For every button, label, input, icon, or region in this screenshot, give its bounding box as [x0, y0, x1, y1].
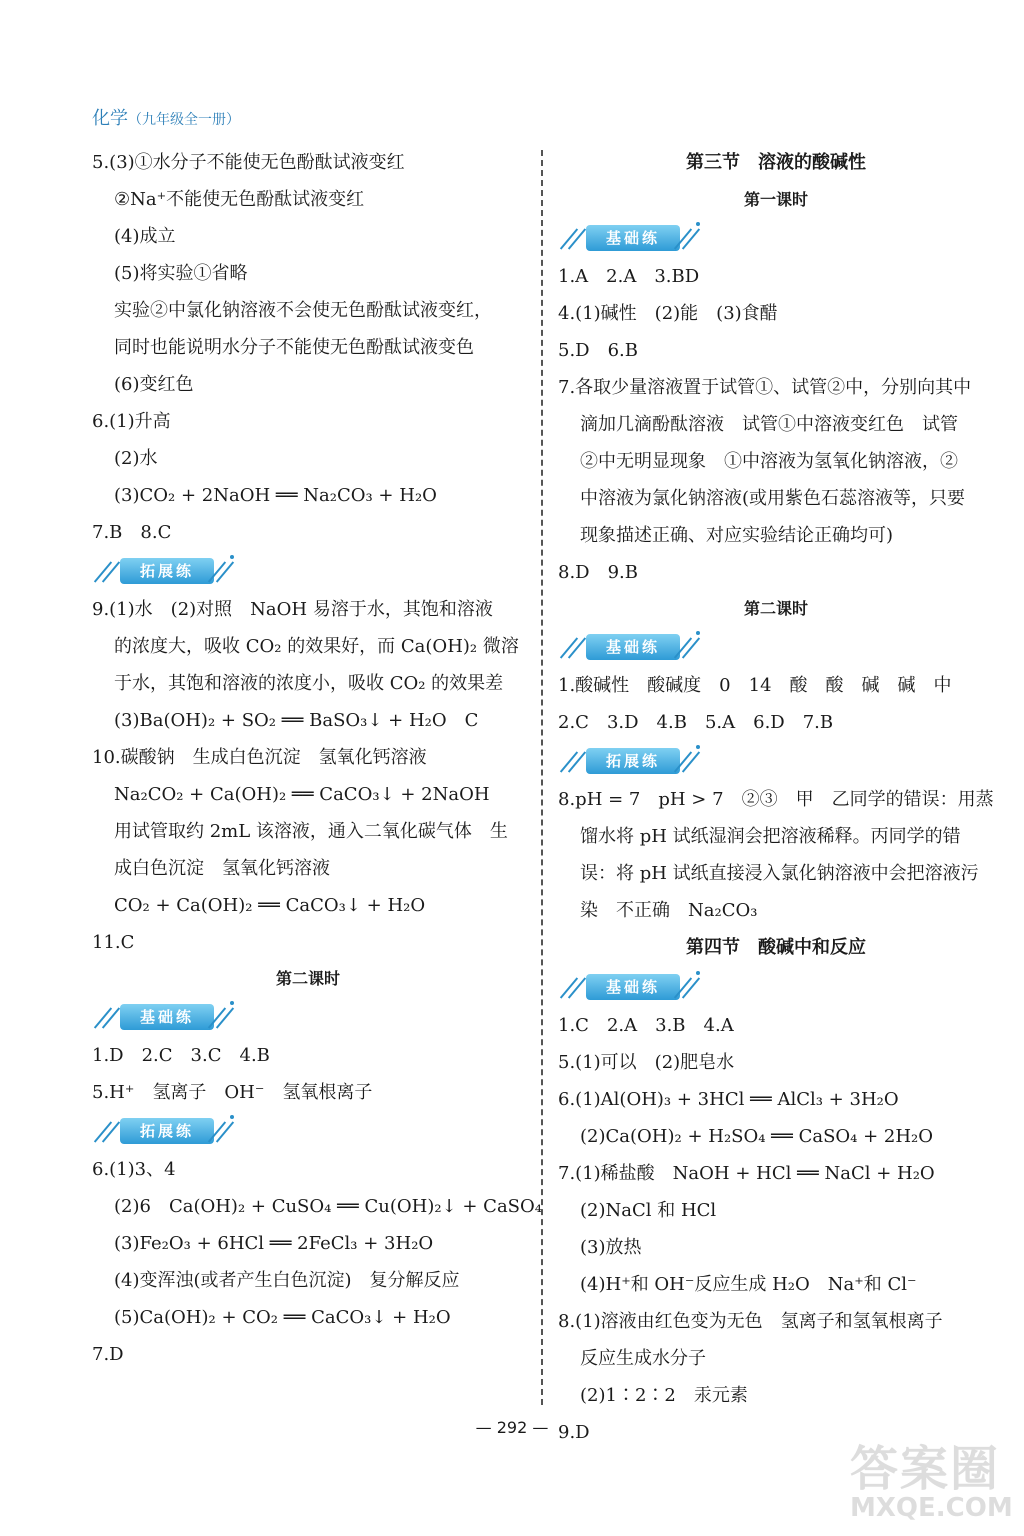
lesson-subtitle: 第一课时 — [743, 190, 808, 209]
answer-line: (3)Fe₂O₃ + 6HCl ══ 2FeCl₃ + 3H₂O — [114, 1233, 434, 1254]
banner-decoration — [682, 977, 700, 998]
answer-line: ②Na⁺不能使无色酚酞试液变红 — [114, 189, 365, 210]
answer-line: Na₂CO₂ + Ca(OH)₂ ══ CaCO₃↓ + 2NaOH — [114, 784, 490, 805]
answer-line: 6.(1)3、4 — [92, 1159, 176, 1180]
section-banner — [558, 967, 994, 1007]
answer-line: 的浓度大，吸收 CO₂ 的效果好，而 Ca(OH)₂ 微溶 — [114, 636, 519, 657]
banner-label: 基础练 — [120, 1004, 214, 1030]
banner-decoration — [682, 228, 700, 249]
banner-decoration — [102, 1007, 120, 1028]
banner-decoration — [216, 561, 234, 582]
banner-decoration — [696, 971, 700, 975]
answer-line: 5.(1)可以 (2)肥皂水 — [558, 1052, 735, 1073]
answer-line: 中溶液为氯化钠溶液(或用紫色石蕊溶液等，只要 — [580, 488, 966, 509]
answer-line: (2)NaCl 和 HCl — [580, 1200, 717, 1221]
watermark-url: MXQE.COM — [850, 1493, 1013, 1523]
section-banner — [92, 997, 524, 1037]
banner-decoration — [696, 745, 700, 749]
answer-line: 实验②中氯化钠溶液不会使无色酚酞试液变红， — [114, 300, 492, 321]
banner-decoration — [230, 1115, 234, 1119]
banner-decoration — [696, 222, 700, 226]
section-banner — [92, 1111, 524, 1151]
answer-line: 用试管取约 2mL 该溶液，通入二氧化碳气体 生 — [114, 821, 508, 842]
answer-line: 7.D — [92, 1344, 124, 1365]
answer-line: 4.(1)碱性 (2)能 (3)食醋 — [558, 303, 778, 324]
page-header — [92, 104, 240, 130]
answer-line: (3)放热 — [580, 1237, 642, 1258]
banner-decoration — [568, 637, 586, 658]
lesson-subtitle: 第二课时 — [743, 599, 808, 618]
banner-decoration — [696, 631, 700, 635]
answer-line: 1.C 2.A 3.B 4.A — [558, 1015, 734, 1036]
left-column — [92, 144, 542, 1373]
section-title: 第三节 溶液的酸碱性 — [686, 152, 866, 173]
answer-line: 8.(1)溶液由红色变为无色 氢离子和氢氧根离子 — [558, 1311, 943, 1332]
answer-line: (2)6 Ca(OH)₂ + CuSO₄ ══ Cu(OH)₂↓ + CaSO₄ — [114, 1196, 542, 1217]
banner-label: 基础练 — [586, 225, 680, 251]
answer-line: 9.(1)水 (2)对照 NaOH 易溶于水，其饱和溶液 — [92, 599, 493, 620]
answer-line: 于水，其饱和溶液的浓度小，吸收 CO₂ 的效果差 — [114, 673, 504, 694]
section-banner — [558, 627, 994, 667]
answer-line: 2.C 3.D 4.B 5.A 6.D 7.B — [558, 712, 834, 733]
answer-line: 8.pH = 7 pH > 7 ②③ 甲 乙同学的错误：用蒸 — [558, 789, 994, 810]
watermark-logo — [850, 1430, 1013, 1530]
answer-line: 馏水将 pH 试纸湿润会把溶液稀释。丙同学的错 — [580, 826, 961, 847]
answer-line: (3)CO₂ + 2NaOH ══ Na₂CO₃ + H₂O — [114, 485, 437, 506]
answer-line: (3)Ba(OH)₂ + SO₂ ══ BaSO₃↓ + H₂O C — [114, 710, 479, 731]
banner-decoration — [568, 977, 586, 998]
answer-line: 9.D — [558, 1422, 590, 1443]
answer-line: 1.A 2.A 3.BD — [558, 266, 700, 287]
answer-line: (5)将实验①省略 — [114, 263, 248, 284]
grade-label: （九年级全一册） — [128, 112, 240, 128]
answer-line: 误：将 pH 试纸直接浸入氯化钠溶液中会把溶液污 — [580, 863, 979, 884]
banner-decoration — [230, 555, 234, 559]
answer-line: 1.D 2.C 3.C 4.B — [92, 1045, 270, 1066]
answer-line: 反应生成水分子 — [580, 1348, 706, 1369]
answer-line: 10.碳酸钠 生成白色沉淀 氢氧化钙溶液 — [92, 747, 427, 768]
answer-line: 滴加几滴酚酞溶液 试管①中溶液变红色 试管 — [580, 414, 958, 435]
banner-decoration — [216, 1121, 234, 1142]
banner-decoration — [230, 1001, 234, 1005]
answer-line: 现象描述正确、对应实验结论正确均可) — [580, 525, 894, 546]
answer-line: 7.(1)稀盐酸 NaOH + HCl ══ NaCl + H₂O — [558, 1163, 935, 1184]
answer-line: 5.D 6.B — [558, 340, 639, 361]
section-banner — [558, 741, 994, 781]
banner-decoration — [102, 561, 120, 582]
banner-decoration — [102, 1121, 120, 1142]
section-title: 第四节 酸碱中和反应 — [686, 937, 866, 958]
answer-line: (4)成立 — [114, 226, 176, 247]
page-number: — 292 — — [475, 1418, 549, 1437]
banner-label: 拓展练 — [586, 748, 680, 774]
answer-line: 1.酸碱性 酸碱度 0 14 酸 酸 碱 碱 中 — [558, 675, 952, 696]
answer-line: (2)水 — [114, 448, 158, 469]
answer-line: 7.B 8.C — [92, 522, 172, 543]
answer-line: 同时也能说明水分子不能使无色酚酞试液变色 — [114, 337, 474, 358]
answer-line: 11.C — [92, 932, 135, 953]
answer-line: 成白色沉淀 氢氧化钙溶液 — [114, 858, 330, 879]
subject-label: 化学 — [92, 108, 128, 129]
answer-line: (4)H⁺和 OH⁻反应生成 H₂O Na⁺和 Cl⁻ — [580, 1274, 917, 1295]
answer-line: 染 不正确 Na₂CO₃ — [580, 900, 758, 921]
lesson-subtitle: 第二课时 — [275, 969, 340, 988]
watermark-text: 答案圈 — [850, 1441, 1001, 1497]
answer-line: 8.D 9.B — [558, 562, 639, 583]
answer-line: (2)Ca(OH)₂ + H₂SO₄ ══ CaSO₄ + 2H₂O — [580, 1126, 934, 1147]
answer-line: 6.(1)升高 — [92, 411, 171, 432]
banner-label: 拓展练 — [120, 558, 214, 584]
banner-decoration — [568, 751, 586, 772]
answer-line: (5)Ca(OH)₂ + CO₂ ══ CaCO₃↓ + H₂O — [114, 1307, 451, 1328]
banner-decoration — [216, 1007, 234, 1028]
banner-decoration — [682, 751, 700, 772]
banner-decoration — [568, 228, 586, 249]
answer-line: 5.(3)①水分子不能使无色酚酞试液变红 — [92, 152, 405, 173]
answer-line: 5.H⁺ 氢离子 OH⁻ 氢氧根离子 — [92, 1082, 373, 1103]
answer-line: (4)变浑浊(或者产生白色沉淀) 复分解反应 — [114, 1270, 460, 1291]
answer-line: 7.各取少量溶液置于试管①、试管②中，分别向其中 — [558, 377, 972, 398]
answer-line: (2)1∶2∶2 汞元素 — [580, 1385, 748, 1406]
answer-line: (6)变红色 — [114, 374, 194, 395]
right-column — [558, 144, 994, 1451]
banner-decoration — [682, 637, 700, 658]
answer-line: 6.(1)Al(OH)₃ + 3HCl ══ AlCl₃ + 3H₂O — [558, 1089, 899, 1110]
section-banner — [558, 218, 994, 258]
section-banner — [92, 551, 524, 591]
banner-label: 拓展练 — [120, 1118, 214, 1144]
answer-line: CO₂ + Ca(OH)₂ ══ CaCO₃↓ + H₂O — [114, 895, 426, 916]
banner-label: 基础练 — [586, 634, 680, 660]
banner-label: 基础练 — [586, 974, 680, 1000]
answer-line: ②中无明显现象 ①中溶液为氢氧化钠溶液，② — [580, 451, 958, 472]
